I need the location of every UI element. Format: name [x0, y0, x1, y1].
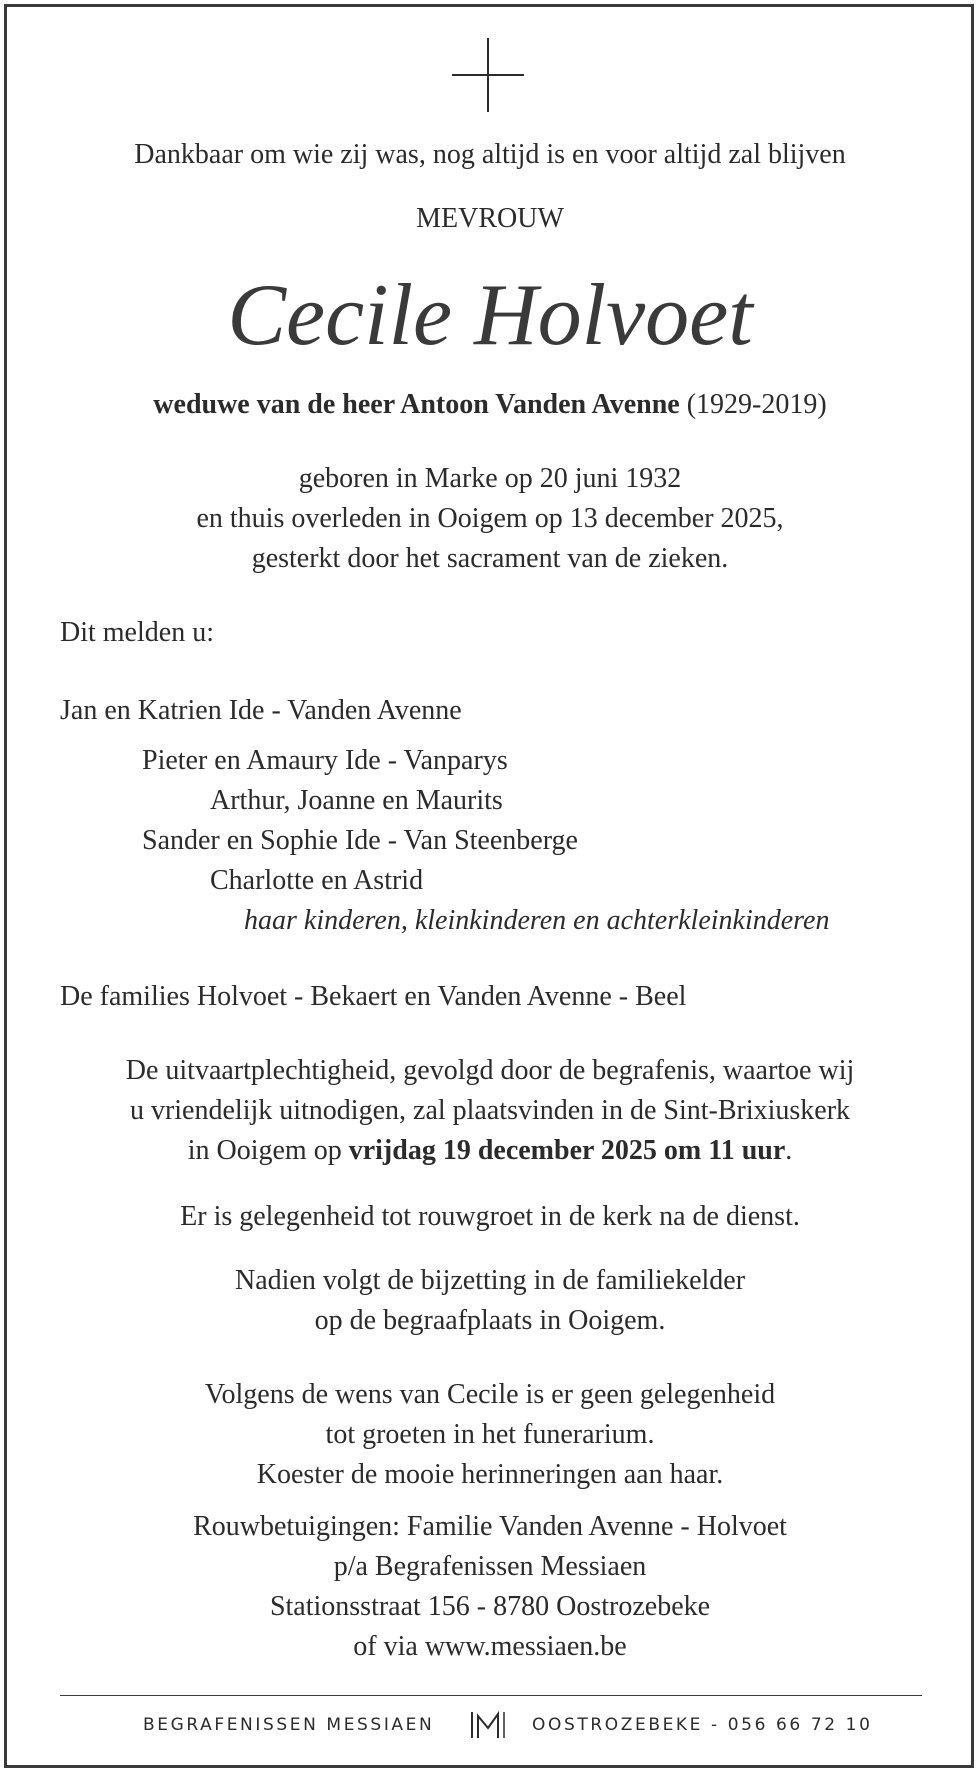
- family-line-5: Charlotte en Astrid: [210, 865, 424, 896]
- birth-line: geboren in Marke op 20 juni 1932: [298, 463, 682, 494]
- deceased-name: Cecile Holvoet: [227, 267, 753, 364]
- footer-divider: [60, 1695, 922, 1696]
- family-relation: haar kinderen, kleinkinderen en achterkleinkinderen: [244, 905, 830, 936]
- wish-line-1: Volgens de wens van Cecile is er geen gelegenheid: [204, 1379, 776, 1410]
- family-line-2: Pieter en Amaury Ide - Vanparys: [142, 745, 508, 776]
- family-line-3: Arthur, Joanne en Maurits: [210, 785, 503, 816]
- spouse-line: [0, 388, 980, 422]
- spouse-name: weduwe van de heer Antoon Vanden Avenne: [153, 389, 680, 420]
- ceremony-line-1: De uitvaartplechtigheid, gevolgd door de begrafenis, waartoe wij: [125, 1055, 855, 1086]
- sacrament-line: gesterkt door het sacrament van de zieken.: [251, 543, 729, 574]
- ceremony-line-2: u vriendelijk uitnodigen, zal plaatsvinden in de Sint-Brixiuskerk: [129, 1095, 851, 1126]
- family-line-4: Sander en Sophie Ide - Van Steenberge: [142, 825, 578, 856]
- messiaen-logo-icon: [468, 1708, 508, 1742]
- address-line-2: p/a Begrafenissen Messiaen: [333, 1551, 647, 1582]
- spouse-years: (1929-2019): [686, 389, 827, 420]
- burial-line-1: Nadien volgt de bijzetting in de familiekelder: [234, 1265, 746, 1296]
- ceremony-suffix: .: [785, 1135, 793, 1166]
- ceremony-prefix: in Ooigem op: [187, 1135, 349, 1166]
- footer-company: BEGRAFENISSEN MESSIAEN: [143, 1715, 435, 1735]
- death-line: en thuis overleden in Ooigem op 13 december 2025,: [196, 503, 784, 534]
- ceremony-line-3: [0, 1134, 980, 1168]
- families-line: De families Holvoet - Bekaert en Vanden Avenne - Beel: [60, 981, 687, 1012]
- ceremony-date: vrijdag 19 december 2025 om 11 uur: [348, 1135, 786, 1166]
- condolence-line: Er is gelegenheid tot rouwgroet in de kerk na de dienst.: [180, 1201, 800, 1232]
- address-line-3: Stationsstraat 156 - 8780 Oostrozebeke: [269, 1591, 711, 1622]
- announce: Dit melden u:: [60, 617, 214, 648]
- wish-line-2: tot groeten in het funerarium.: [325, 1419, 655, 1450]
- address-line-1: Rouwbetuigingen: Familie Vanden Avenne - Holvoet: [193, 1511, 787, 1542]
- cross-icon: [452, 38, 524, 112]
- footer-contact: OOSTROZEBEKE - 056 66 72 10: [532, 1715, 873, 1735]
- motto: Dankbaar om wie zij was, nog altijd is en voor altijd zal blijven: [134, 139, 846, 170]
- title: MEVROUW: [416, 203, 564, 234]
- wish-line-3: Koester de mooie herinneringen aan haar.: [256, 1459, 724, 1490]
- burial-line-2: op de begraafplaats in Ooigem.: [314, 1305, 666, 1336]
- website-line: of via www.messiaen.be: [353, 1631, 627, 1662]
- family-line-1: Jan en Katrien Ide - Vanden Avenne: [60, 695, 462, 726]
